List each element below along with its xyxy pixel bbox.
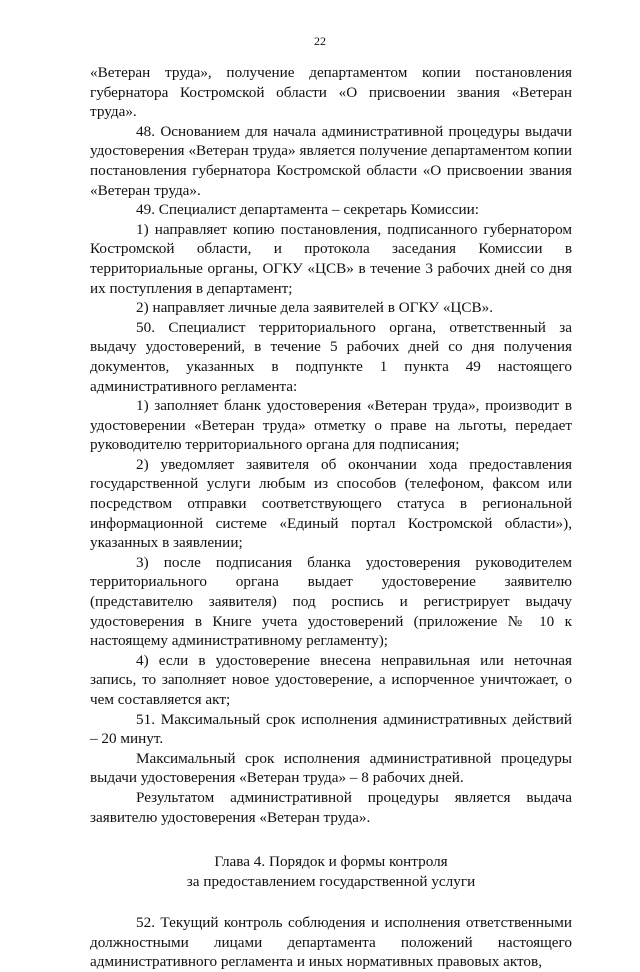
paragraph-49: 49. Специалист департамента – секретарь Комиссии: (136, 201, 479, 219)
paragraph-52: 52. Текущий контроль соблюдения и исполнения ответственными должностными лицами департамента положений настоящего административного регламента и иных нормативных правовых актов, (90, 914, 572, 971)
paragraph-50-item-1: 1) заполняет бланк удостоверения «Ветеран труда», производит в удостоверении «Ветеран труда» отметку о праве на льготы, передает руководителю территориального органа для подписания; (90, 397, 572, 454)
chapter-heading-line-2: за предоставлением государственной услуги (186, 873, 476, 891)
paragraph-continuation: «Ветеран труда», получение департаментом копии постановления губернатора Костромской области «О присвоении звания «Ветеран труда». (90, 64, 572, 121)
paragraph-50-item-2: 2) уведомляет заявителя об окончании хода предоставления государственной услуги любым из способов (телефоном, факсом или посредством отправки соответствующего статуса в региональной информационной системе «Единый портал Костромской области»), указанных в заявлении; (90, 455, 572, 552)
chapter-heading-line-1: Глава 4. Порядок и формы контроля (214, 853, 448, 871)
paragraph-51-result: Результатом административной процедуры является выдача заявителю удостоверения «Ветеран труда». (90, 788, 572, 826)
paragraph-51-max-term: Максимальный срок исполнения административной процедуры выдачи удостоверения «Ветеран труда» – 8 рабочих дней. (90, 749, 572, 787)
document-body (90, 63, 572, 972)
paragraph-50-item-4: 4) если в удостоверение внесена неправильная или неточная запись, то заполняет новое удостоверение, а испорченное уничтожает, о чем составляется акт; (90, 651, 572, 708)
paragraph-49-item-2: 2) направляет личные дела заявителей в ОГКУ «ЦСВ». (136, 299, 494, 317)
paragraph-51: 51. Максимальный срок исполнения административных действий – 20 минут. (90, 710, 572, 748)
chapter-heading (90, 852, 572, 892)
page-number: 22 (314, 34, 326, 48)
paragraph-50-item-3: 3) после подписания бланка удостоверения руководителем территориального органа выдает удостоверение заявителю (представителю заявителя) под роспись и регистрирует выдачу удостоверения в Книге учета удостоверений (приложение № 10 к настоящему административному регламенту); (90, 553, 572, 650)
paragraph-49-item-1: 1) направляет копию постановления, подписанного губернатором Костромской области, и протокола заседания Комиссии в территориальные органы, ОГКУ «ЦСВ» в течение 3 рабочих дней со дня их поступления в департамент; (90, 220, 572, 297)
paragraph-50: 50. Специалист территориального органа, ответственный за выдачу удостоверений, в течение 5 рабочих дней со дня получения документов, указанных в подпункте 1 пункта 49 настоящего административного регламента: (90, 318, 572, 395)
paragraph-48: 48. Основанием для начала административной процедуры выдачи удостоверения «Ветеран труда» является получение департаментом копии постановления губернатора Костромской области «О присвоении звания «Ветеран труда». (90, 122, 572, 199)
